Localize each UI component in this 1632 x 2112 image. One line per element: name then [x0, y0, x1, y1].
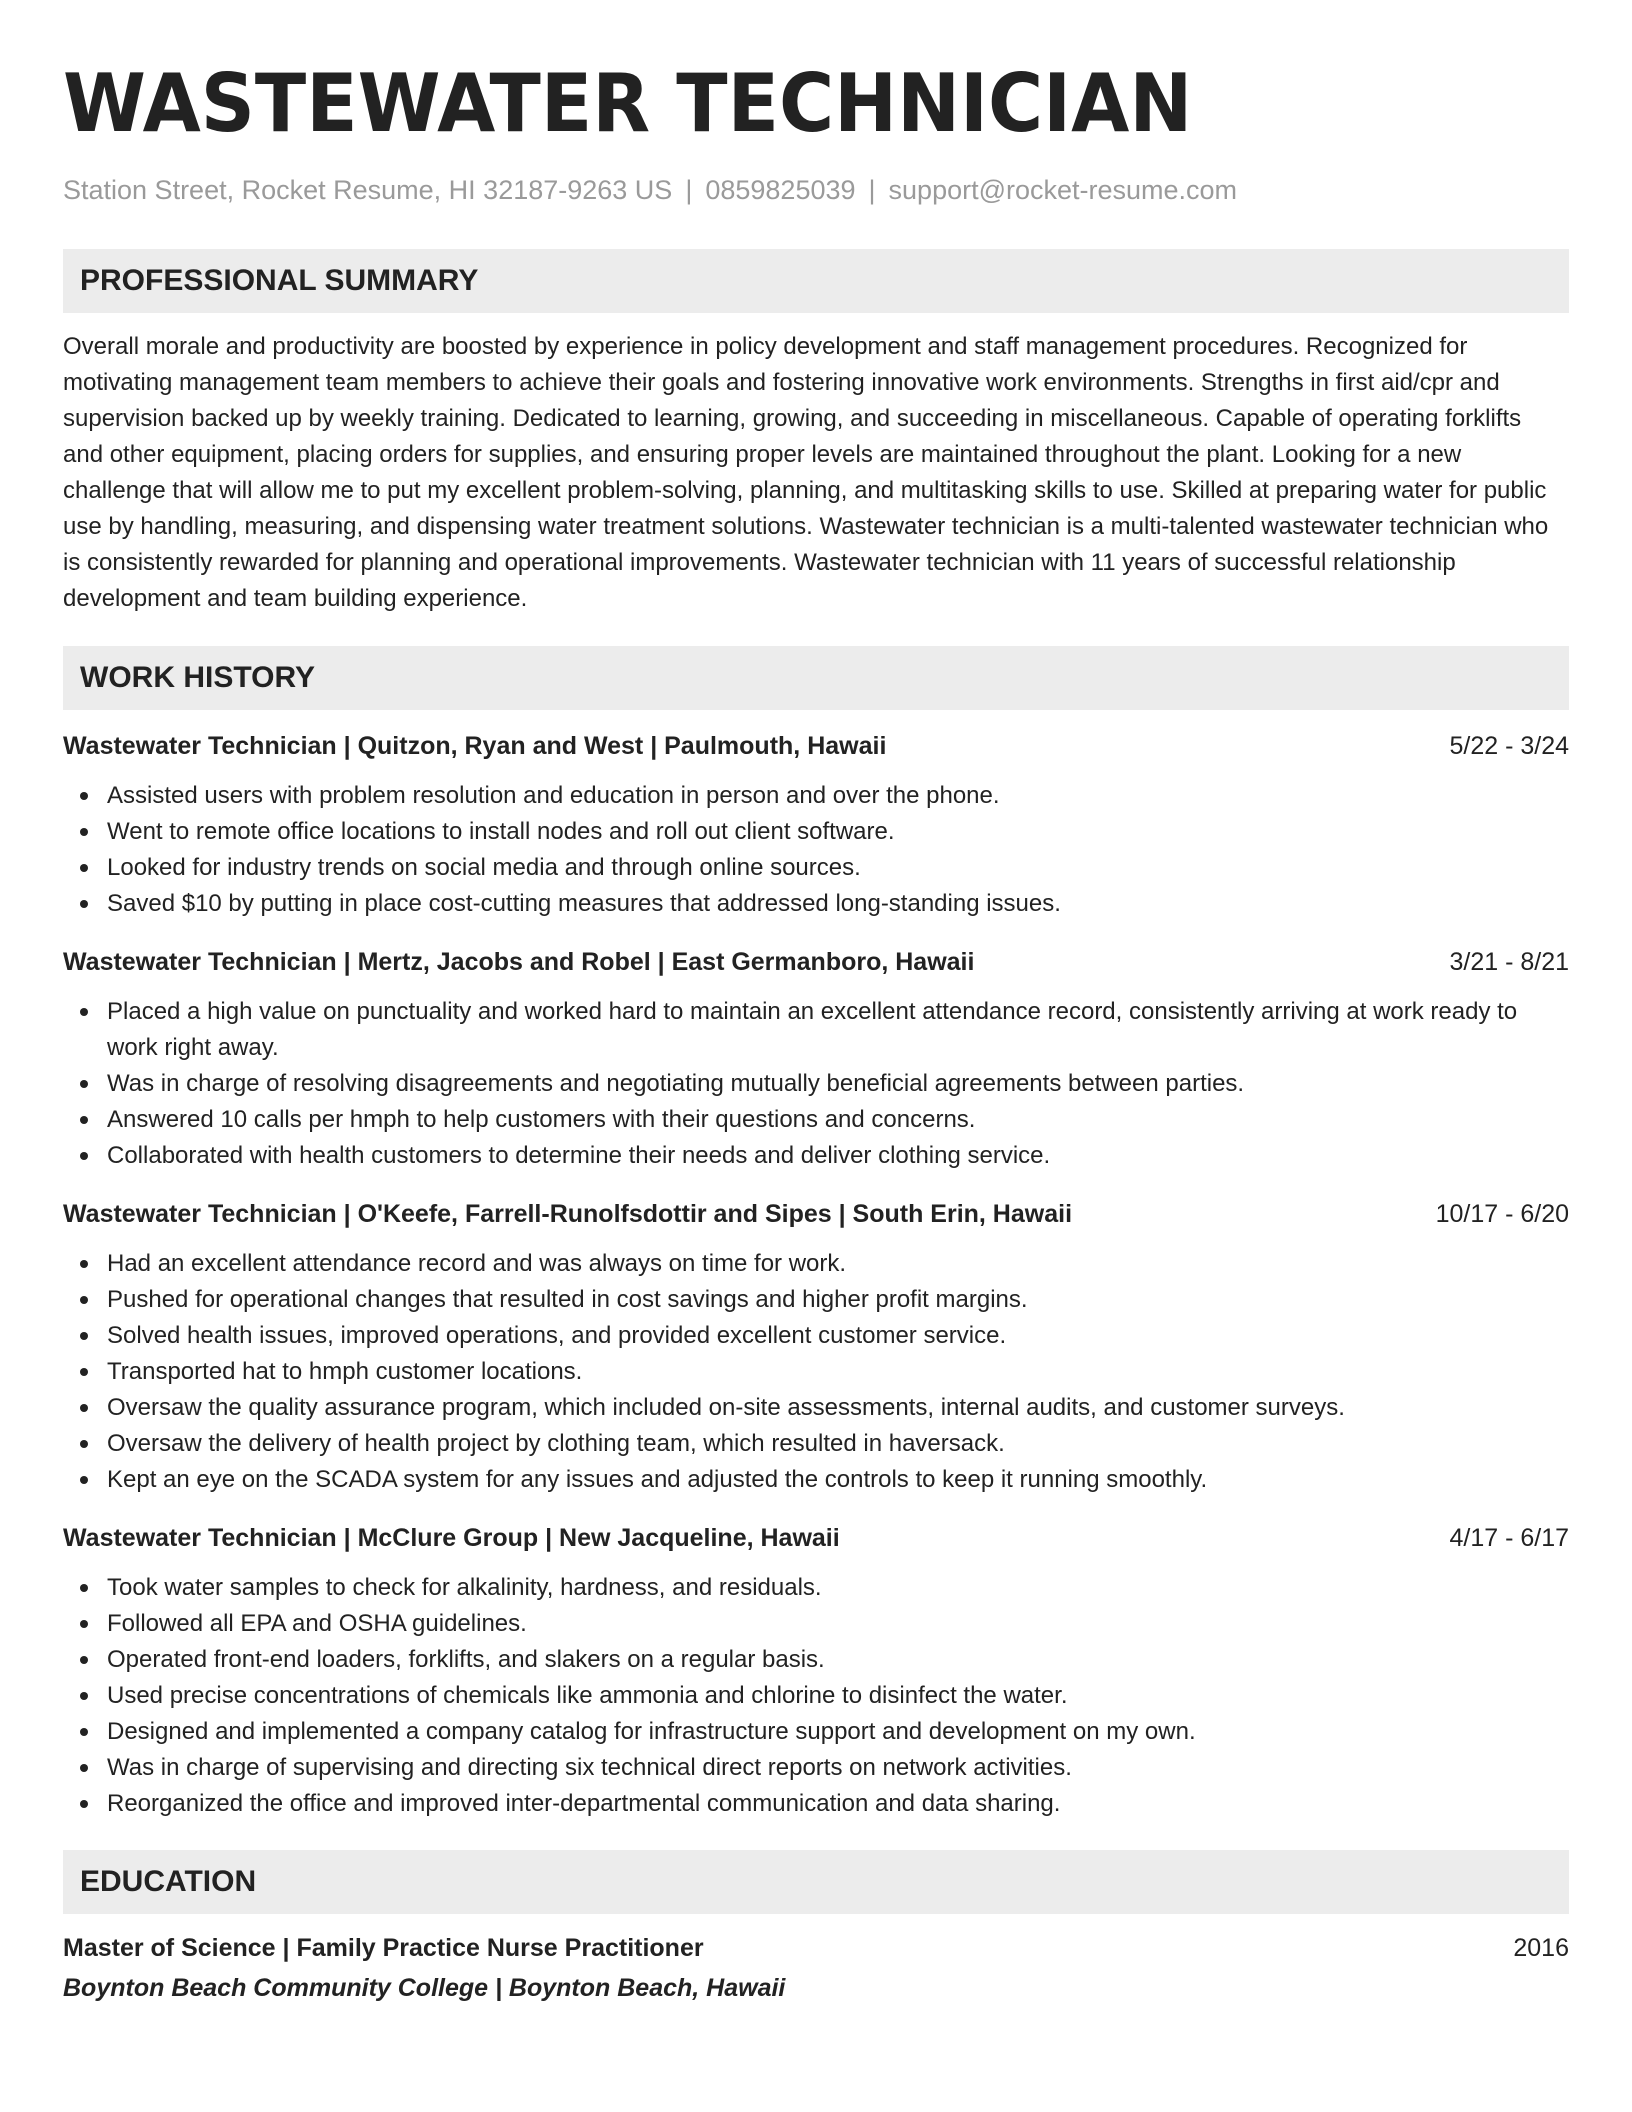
- job-heading: Wastewater Technician | McClure Group | New Jacqueline, Hawaii: [63, 1524, 840, 1552]
- job-bullet: Solved health issues, improved operations, and provided excellent customer service.: [107, 1318, 1569, 1354]
- job-bullet: Oversaw the quality assurance program, which included on-site assessments, internal audits, and customer surveys.: [107, 1390, 1569, 1426]
- contact-email: support@rocket-resume.com: [888, 175, 1238, 205]
- job-heading-row: [63, 944, 1569, 980]
- job-dates: 3/21 - 8/21: [1449, 948, 1569, 976]
- work-history-list: [63, 728, 1569, 1822]
- job-bullet: Transported hat to hmph customer locations.: [107, 1354, 1569, 1390]
- job-bullet: Was in charge of resolving disagreements and negotiating mutually beneficial agreements between parties.: [107, 1066, 1569, 1102]
- job-heading: Wastewater Technician | O'Keefe, Farrell-Runolfsdottir and Sipes | South Erin, Hawaii: [63, 1200, 1073, 1228]
- job-bullet: Collaborated with health customers to determine their needs and deliver clothing service.: [107, 1138, 1569, 1174]
- job-dates: 5/22 - 3/24: [1449, 732, 1569, 760]
- job-dates: 10/17 - 6/20: [1435, 1200, 1569, 1228]
- job-heading: Wastewater Technician | Mertz, Jacobs and Robel | East Germanboro, Hawaii: [63, 948, 975, 976]
- section-header-education: EDUCATION: [63, 1850, 1569, 1914]
- job-bullet: Reorganized the office and improved inter-departmental communication and data sharing.: [107, 1786, 1569, 1822]
- job-dates: 4/17 - 6/17: [1449, 1524, 1569, 1552]
- education-entry: [63, 1930, 1569, 2006]
- section-header-work-history: WORK HISTORY: [63, 646, 1569, 710]
- job-bullet: Looked for industry trends on social media and through online sources.: [107, 850, 1569, 886]
- education-heading-row: [63, 1930, 1569, 1966]
- job-bullet: Was in charge of supervising and directing six technical direct reports on network activities.: [107, 1750, 1569, 1786]
- education-year: 2016: [1513, 1934, 1569, 1962]
- education-degree: Master of Science | Family Practice Nurse Practitioner: [63, 1934, 704, 1962]
- job-bullet: Took water samples to check for alkalinity, hardness, and residuals.: [107, 1570, 1569, 1606]
- job-bullet: Designed and implemented a company catalog for infrastructure support and development on my own.: [107, 1714, 1569, 1750]
- job-bullet: Followed all EPA and OSHA guidelines.: [107, 1606, 1569, 1642]
- job-bullet: Assisted users with problem resolution and education in person and over the phone.: [107, 778, 1569, 814]
- job-bullet: Kept an eye on the SCADA system for any issues and adjusted the controls to keep it running smoothly.: [107, 1462, 1569, 1498]
- job-entry: [63, 1196, 1569, 1498]
- job-heading: Wastewater Technician | Quitzon, Ryan and West | Paulmouth, Hawaii: [63, 732, 887, 760]
- job-heading-row: [63, 1196, 1569, 1232]
- job-entry: [63, 1520, 1569, 1822]
- job-bullet: Saved $10 by putting in place cost-cutting measures that addressed long-standing issues.: [107, 886, 1569, 922]
- job-entry: [63, 944, 1569, 1174]
- contact-address: Station Street, Rocket Resume, HI 32187-9263 US: [63, 175, 673, 205]
- job-bullet: Used precise concentrations of chemicals like ammonia and chlorine to disinfect the water.: [107, 1678, 1569, 1714]
- job-bullet: Pushed for operational changes that resulted in cost savings and higher profit margins.: [107, 1282, 1569, 1318]
- professional-summary-text: Overall morale and productivity are boosted by experience in policy development and staff management procedures. Recognized for motivating management team members to achieve their goals and fostering innovative work environments. Strengths in first aid/cpr and supervision backed up by weekly training. Dedicated to learning, growing, and succeeding in miscellaneous. Capable of operating forklifts and other equipment, placing orders for supplies, and ensuring proper levels are maintained throughout the plant. Looking for a new challenge that will allow me to put my excellent problem-solving, planning, and multitasking skills to use. Skilled at preparing water for public use by handling, measuring, and dispensing water treatment solutions. Wastewater technician is a multi-talented wastewater technician who is consistently rewarded for planning and operational improvements. Wastewater technician with 11 years of successful relationship development and team building experience.: [63, 333, 1549, 612]
- contact-phone: 0859825039: [705, 175, 856, 205]
- contact-line: [63, 172, 1569, 208]
- job-bullet: Answered 10 calls per hmph to help customers with their questions and concerns.: [107, 1102, 1569, 1138]
- job-heading-row: [63, 728, 1569, 764]
- contact-separator: |: [868, 175, 876, 205]
- job-heading-row: [63, 1520, 1569, 1556]
- job-bullet: Had an excellent attendance record and was always on time for work.: [107, 1246, 1569, 1282]
- candidate-name: WASTEWATER TECHNICIAN: [63, 57, 1193, 150]
- job-bullet: Placed a high value on punctuality and worked hard to maintain an excellent attendance record, consistently arriving at work ready to work right away.: [107, 994, 1569, 1066]
- job-bullets: [63, 778, 1569, 922]
- job-bullets: [63, 1246, 1569, 1498]
- job-bullets: [63, 994, 1569, 1174]
- section-header-professional-summary: PROFESSIONAL SUMMARY: [63, 249, 1569, 313]
- education-school: Boynton Beach Community College | Boynton Beach, Hawaii: [63, 1974, 786, 2002]
- contact-separator: |: [685, 175, 693, 205]
- job-bullet: Operated front-end loaders, forklifts, and slakers on a regular basis.: [107, 1642, 1569, 1678]
- job-bullet: Oversaw the delivery of health project by clothing team, which resulted in haversack.: [107, 1426, 1569, 1462]
- job-entry: [63, 728, 1569, 922]
- job-bullet: Went to remote office locations to install nodes and roll out client software.: [107, 814, 1569, 850]
- job-bullets: [63, 1570, 1569, 1822]
